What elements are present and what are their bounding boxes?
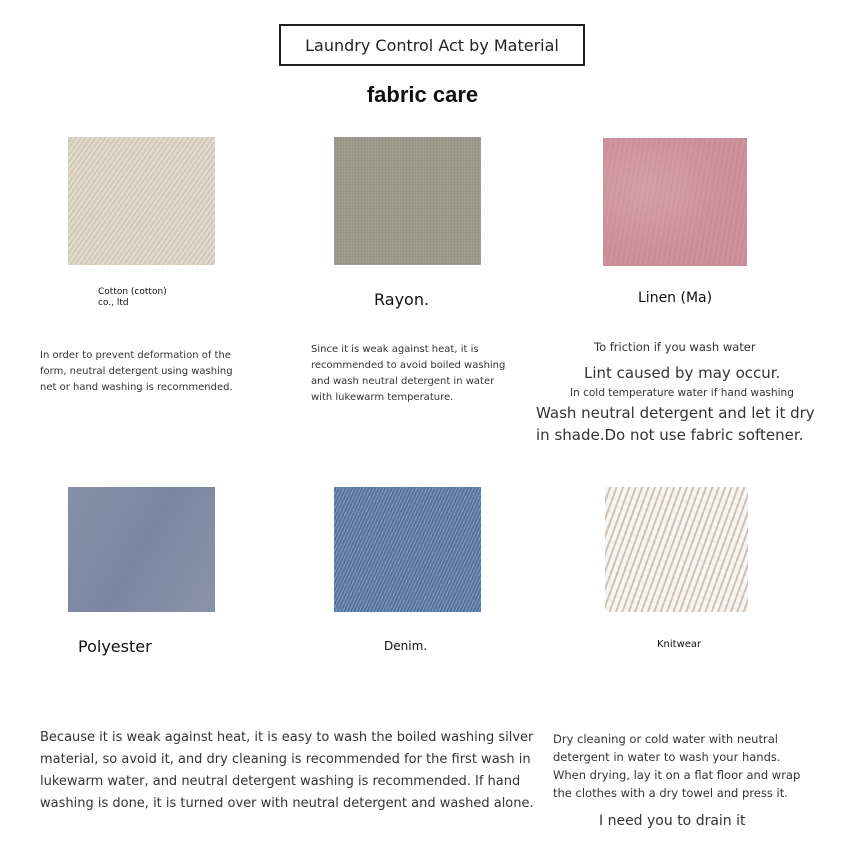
rayon-desc-line: Since it is weak against heat, it is — [311, 344, 479, 355]
cotton-desc-line: form, neutral detergent using washing — [40, 366, 233, 377]
linen-label: Linen (Ma) — [638, 290, 713, 306]
polyester-label: Polyester — [78, 637, 152, 656]
polyester-desc-line: washing is done, it is turned over with neutral detergent and washed alone. — [40, 796, 534, 811]
polyester-desc-line: Because it is weak against heat, it is easy to wash the boiled washing silver — [40, 730, 534, 745]
polyester-swatch-image — [68, 487, 215, 612]
cotton-desc-line: In order to prevent deformation of the — [40, 350, 231, 361]
knitwear-description — [553, 730, 800, 802]
cotton-label — [98, 287, 167, 309]
denim-label: Denim. — [384, 639, 428, 653]
rayon-desc-line: with lukewarm temperature. — [311, 392, 454, 403]
linen-swatch-image — [603, 138, 747, 266]
knitwear-desc-line: When drying, lay it on a flat floor and wrap — [553, 768, 801, 782]
knitwear-swatch-image — [605, 487, 748, 612]
knitwear-desc-line: detergent in water to wash your hands. — [553, 750, 781, 764]
polyester-desc-line: material, so avoid it, and dry cleaning is recommended for the first wash in — [40, 752, 531, 767]
rayon-description — [311, 342, 505, 406]
linen-desc-line: To friction if you wash water — [594, 340, 756, 354]
polyester-description — [40, 727, 534, 815]
page-title: Laundry Control Act by Material — [279, 24, 585, 66]
cotton-desc-line: net or hand washing is recommended. — [40, 382, 233, 393]
rayon-desc-line: recommended to avoid boiled washing — [311, 360, 506, 371]
linen-desc-line: In cold temperature water if hand washing — [570, 387, 794, 399]
page-subtitle: fabric care — [366, 82, 479, 107]
rayon-label: Rayon. — [374, 290, 430, 309]
cotton-label-line1: Cotton (cotton) — [98, 287, 167, 297]
denim-swatch-image — [334, 487, 481, 612]
linen-desc-line: Lint caused by may occur. — [584, 364, 781, 382]
knitwear-label: Knitwear — [657, 639, 702, 650]
polyester-desc-line: lukewarm water, and neutral detergent washing is recommended. If hand — [40, 774, 521, 789]
linen-desc-line: Wash neutral detergent and let it dry — [536, 404, 815, 422]
rayon-swatch-image — [334, 137, 481, 265]
knitwear-desc-line: Dry cleaning or cold water with neutral — [553, 732, 778, 746]
cotton-swatch-image — [68, 137, 215, 265]
knitwear-desc-note: I need you to drain it — [599, 813, 746, 829]
cotton-description — [40, 348, 233, 396]
linen-desc-line: in shade.Do not use fabric softener. — [536, 426, 804, 444]
cotton-label-line2: co., ltd — [98, 298, 129, 308]
rayon-desc-line: and wash neutral detergent in water — [311, 376, 495, 387]
knitwear-desc-line: the clothes with a dry towel and press it. — [553, 786, 788, 800]
